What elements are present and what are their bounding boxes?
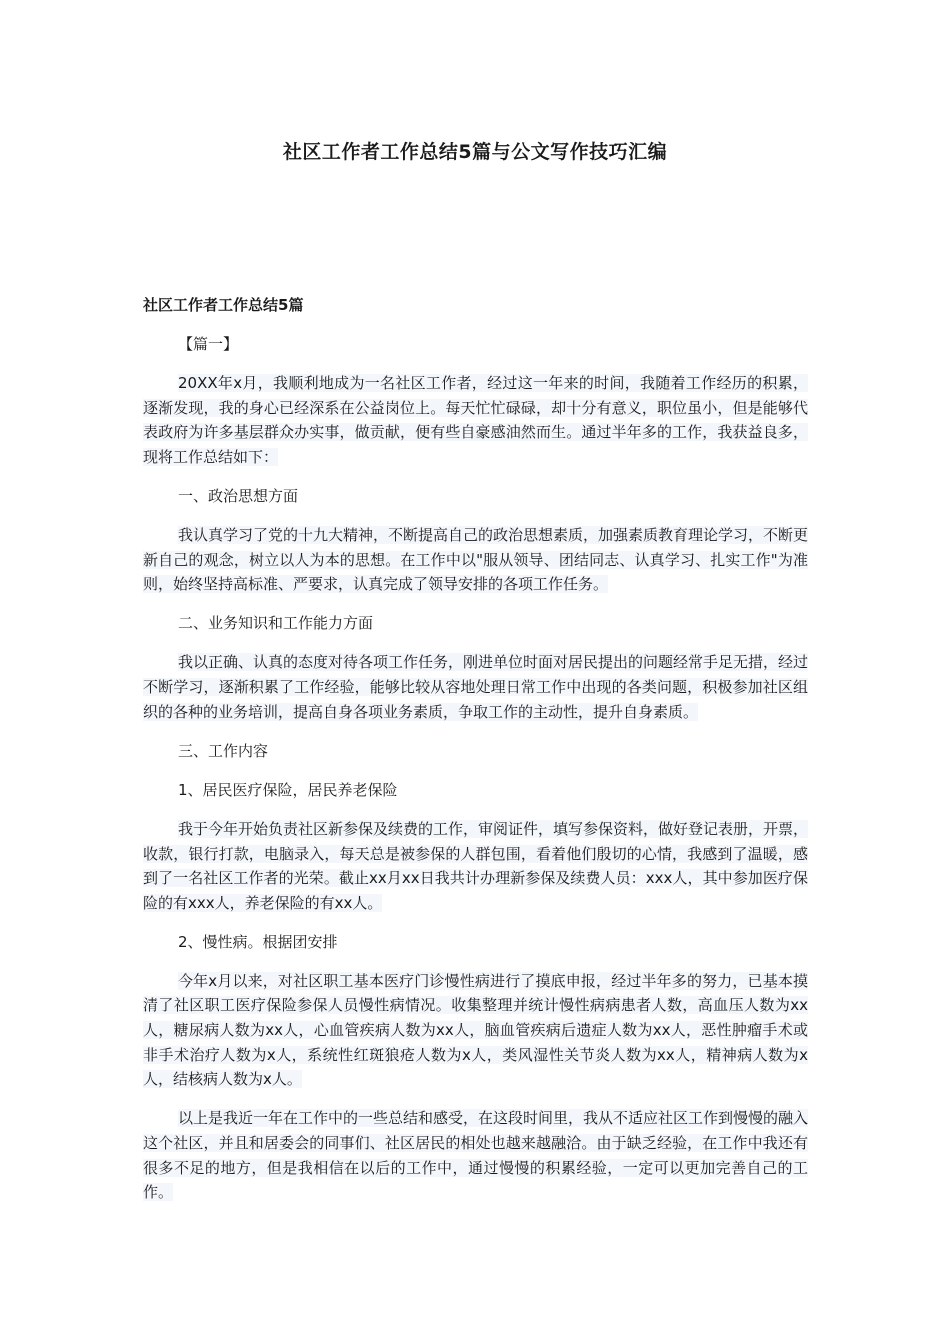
heading-insurance: 1、居民医疗保险，居民养老保险 <box>178 780 398 799</box>
heading-political: 一、政治思想方面 <box>178 486 299 505</box>
paragraph-conclusion <box>143 1106 808 1204</box>
paragraph-insurance <box>143 817 808 915</box>
paragraph-text: 我于今年开始负责社区新参保及续费的工作，审阅证件，填写参保资料，做好登记表册，开票，收款，银行打款，电脑录入，每天总是被参保的人群包围，看着他们殷切的心情，我感到了温暖，感到了一名社区工作者的光荣。截止xx月xx日我共计办理新参保及续费人员：xxx人，其中参加医疗保险的有xxx人，养老保险的有xx人。 <box>143 819 809 912</box>
document-body <box>143 293 808 1219</box>
paragraph-political <box>143 523 808 597</box>
section-title: 社区工作者工作总结5篇 <box>143 296 304 314</box>
paragraph-text: 我以正确、认真的态度对待各项工作任务，刚进单位时面对居民提出的问题经常手足无措，经过不断学习，逐渐积累了工作经验，能够比较从容地处理日常工作中出现的各类问题，积极参加社区组织的各种的业务培训，提高自身各项业务素质，争取工作的主动性，提升自身素质。 <box>143 653 809 721</box>
paragraph-text: 今年x月以来，对社区职工基本医疗门诊慢性病进行了摸底申报，经过半年多的努力，已基本摸清了社区职工医疗保险参保人员慢性病情况。收集整理并统计慢性病病患者人数，高血压人数为xx人，糖尿病人数为xx人，心血管疾病人数为xx人，脑血管疾病后遗症人数为xx人，恶性肿瘤手术或非手术治疗人数为x人，系统性红斑狼疮人数为x人，类风湿性关节炎人数为xx人，精神病人数为x人，结核病人数为x人。 <box>143 971 808 1089</box>
heading-work-content: 三、工作内容 <box>178 741 269 760</box>
paragraph-business <box>143 650 808 724</box>
heading-business: 二、业务知识和工作能力方面 <box>178 614 374 633</box>
paragraph-chronic <box>143 969 808 1092</box>
paragraph-intro <box>143 371 808 469</box>
paragraph-text: 我认真学习了党的十九大精神，不断提高自己的政治思想素质，加强素质教育理论学习，不断更新自己的观念，树立以人为本的思想。在工作中以"服从领导、团结同志、认真学习、扎实工作"为准则，始终坚持高标准、严要求，认真完成了领导安排的各项工作任务。 <box>143 526 809 594</box>
paragraph-text: 以上是我近一年在工作中的一些总结和感受，在这段时间里，我从不适应社区工作到慢慢的融入这个社区，并且和居委会的同事们、社区居民的相处也越来越融洽。由于缺乏经验，在工作中我还有很多不足的地方，但是我相信在以后的工作中，通过慢慢的积累经验，一定可以更加完善自己的工作。 <box>143 1109 809 1202</box>
paragraph-text: 20XX年x月，我顺利地成为一名社区工作者，经过这一年来的时间，我随着工作经历的积累，逐渐发现，我的身心已经深系在公益岗位上。每天忙忙碌碌，却十分有意义，职位虽小，但是能够代表政府为许多基层群众办实事，做贡献，便有些自豪感油然而生。通过半年多的工作，我获益良多，现将工作总结如下： <box>143 374 808 466</box>
heading-chronic: 2、慢性病。根据团安排 <box>178 932 338 951</box>
document-title: 社区工作者工作总结5篇与公文写作技巧汇编 <box>282 141 668 163</box>
part-label: 【篇一】 <box>178 335 239 353</box>
